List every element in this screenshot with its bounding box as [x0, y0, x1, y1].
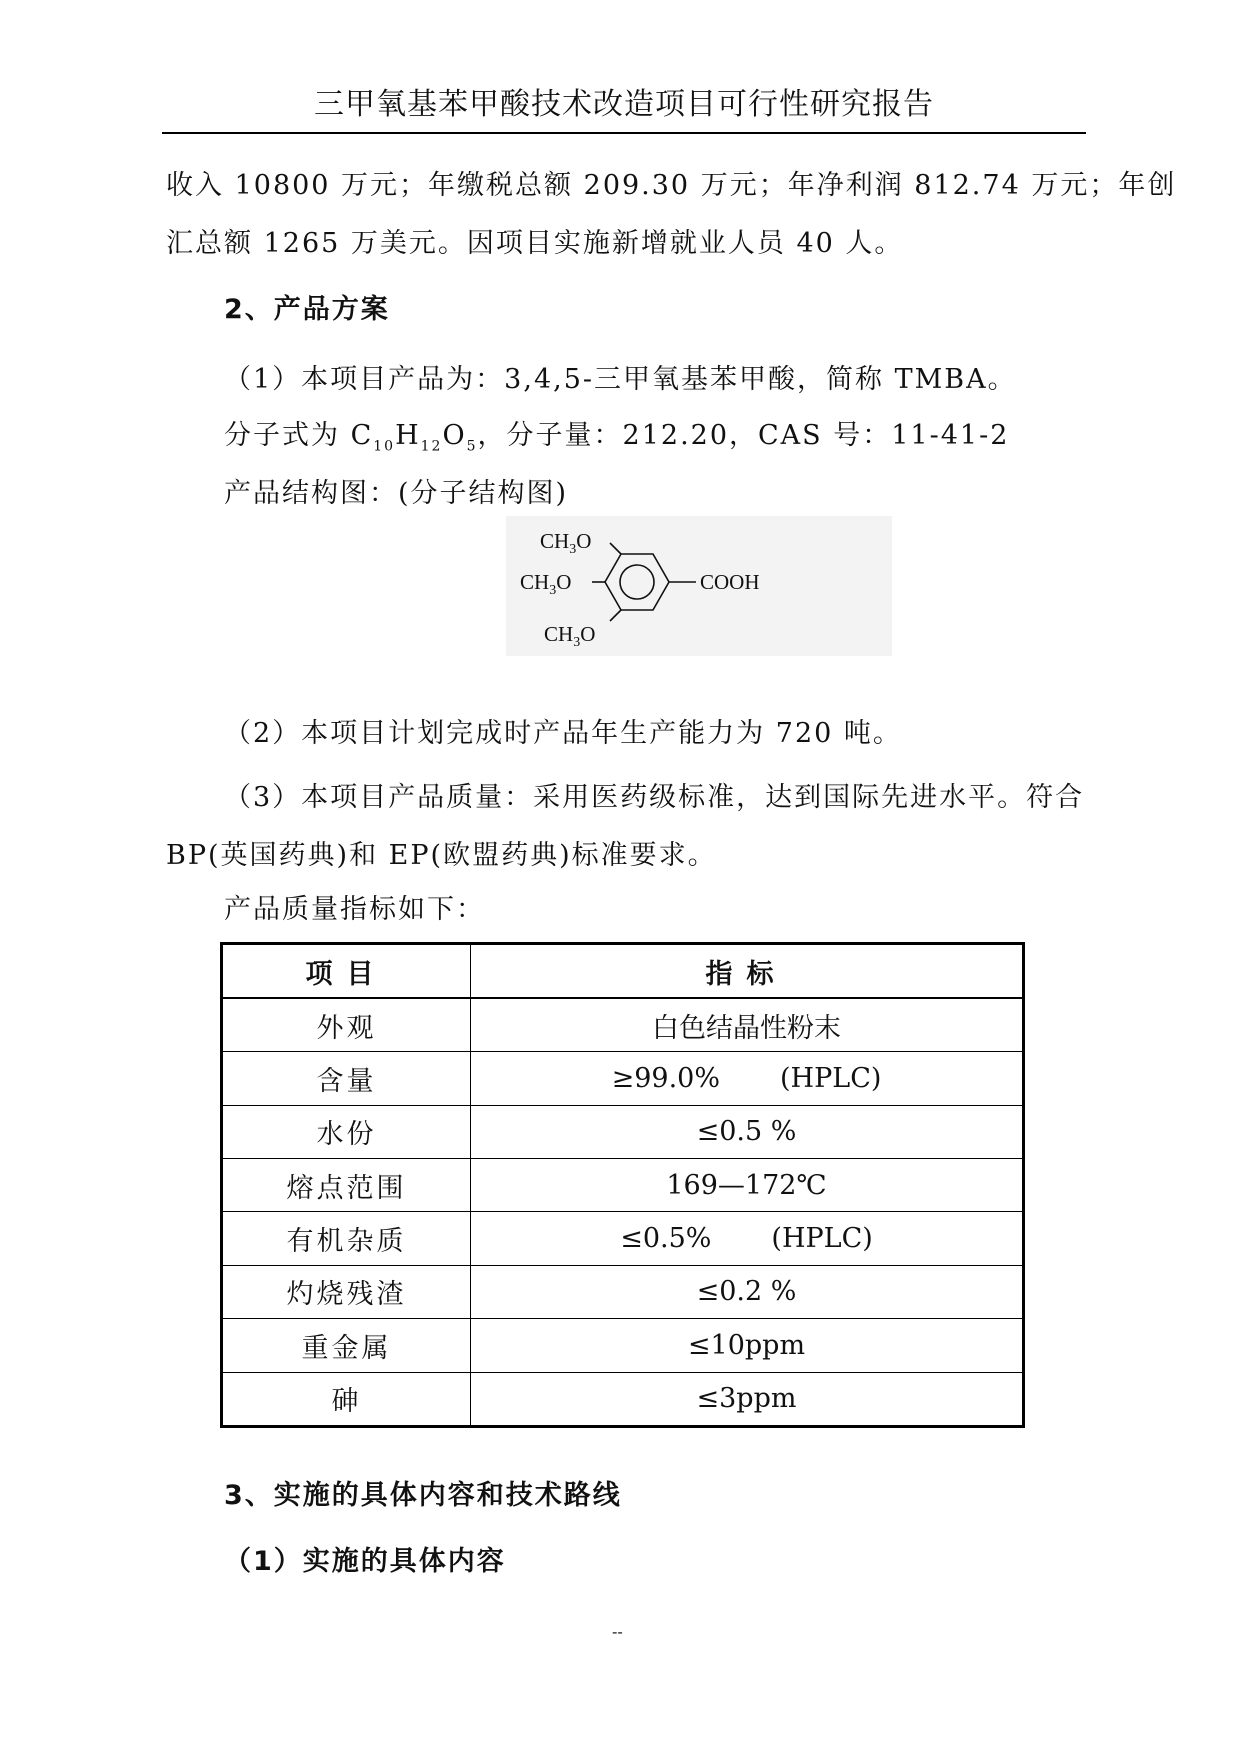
- table-cell-spec: ≤10ppm: [471, 1319, 1024, 1372]
- product-item: （1）本项目产品为：3,4,5-三甲氧基苯甲酸，简称 TMBA。: [224, 364, 1017, 395]
- methoxy-group-label: $CH_3O$: [520, 570, 572, 598]
- section-heading: 3、实施的具体内容和技术路线: [224, 1480, 622, 1511]
- table-cell-item: 重金属: [222, 1319, 471, 1372]
- table-row: [222, 1105, 1024, 1158]
- molecular-formula-line: [224, 422, 1009, 453]
- table-cell-item: 有机杂质: [222, 1212, 471, 1265]
- table-header-spec: 指标: [471, 944, 1024, 999]
- page-footer-mark: --: [612, 1622, 623, 1641]
- table-row: [222, 998, 1024, 1052]
- formula-subscript: 5: [466, 438, 478, 455]
- table-cell-item: 熔点范围: [222, 1159, 471, 1212]
- paragraph-line: 汇总额 1265 万美元。因项目实施新增就业人员 40 人。: [166, 228, 904, 259]
- product-item: （2）本项目计划完成时产品年生产能力为 720 吨。: [224, 718, 902, 749]
- product-item: （3）本项目产品质量：采用医药级标准，达到国际先进水平。符合: [224, 782, 1085, 813]
- formula-subscript: 12: [420, 438, 443, 455]
- methoxy-group-label: $CH_3O$: [540, 529, 592, 557]
- table-cell-item: 外观: [222, 998, 471, 1052]
- formula-subscript: 10: [373, 438, 396, 455]
- table-cell-spec: 169—172℃: [471, 1159, 1024, 1212]
- table-cell-spec: ≤0.5 %: [471, 1105, 1024, 1158]
- paragraph-line: 收入 10800 万元；年缴税总额 209.30 万元；年净利润 812.74 万元；年创: [166, 170, 1177, 201]
- page-header: 三甲氧基苯甲酸技术改造项目可行性研究报告: [162, 78, 1086, 134]
- table-cell-item: 含量: [222, 1052, 471, 1105]
- quality-intro: 产品质量指标如下：: [224, 894, 485, 925]
- table-cell-item: 水份: [222, 1105, 471, 1158]
- carboxyl-group-label: COOH: [700, 570, 760, 594]
- formula-prefix: 分子式为: [224, 420, 351, 451]
- table-row: [222, 1159, 1024, 1212]
- formula-element: C: [350, 420, 374, 451]
- table-header-row: [222, 944, 1024, 999]
- section-heading: 2、产品方案: [224, 294, 390, 325]
- table-row: [222, 1052, 1024, 1105]
- formula-suffix: ，分子量：212.20，CAS 号：11-41-2: [477, 420, 1010, 451]
- table-cell-spec: ≤0.2 %: [471, 1265, 1024, 1318]
- table-cell-spec: ≤0.5% (HPLC): [471, 1212, 1024, 1265]
- aromatic-circle: [620, 565, 654, 599]
- bond-line: [610, 610, 621, 621]
- table-cell-item: 灼烧残渣: [222, 1265, 471, 1318]
- table-cell-spec: ≥99.0% (HPLC): [471, 1052, 1024, 1105]
- benzene-ring: [605, 554, 669, 610]
- subsection-heading: （1）实施的具体内容: [224, 1546, 506, 1577]
- quality-spec-table: [220, 942, 1025, 1428]
- benzene-structure-diagram: [506, 516, 892, 656]
- test-method-label: (HPLC): [780, 1063, 882, 1095]
- test-method-label: (HPLC): [771, 1223, 873, 1255]
- table-header-item: 项目: [222, 944, 471, 999]
- table-row: [222, 1265, 1024, 1318]
- bond-line: [610, 543, 621, 554]
- table-cell-item: 砷: [222, 1372, 471, 1426]
- table-row: [222, 1319, 1024, 1372]
- methoxy-group-label: $CH_3O$: [544, 622, 596, 650]
- formula-element: H: [395, 420, 421, 451]
- formula-element: O: [442, 420, 467, 451]
- molecular-structure-figure: [506, 516, 892, 656]
- table-cell-spec: 白色结晶性粉末: [471, 998, 1024, 1052]
- table-row: [222, 1212, 1024, 1265]
- paragraph-line: BP(英国药典)和 EP(欧盟药典)标准要求。: [166, 840, 717, 871]
- table-row: [222, 1372, 1024, 1426]
- table-cell-spec: ≤3ppm: [471, 1372, 1024, 1426]
- structure-label: 产品结构图：(分子结构图): [224, 478, 569, 509]
